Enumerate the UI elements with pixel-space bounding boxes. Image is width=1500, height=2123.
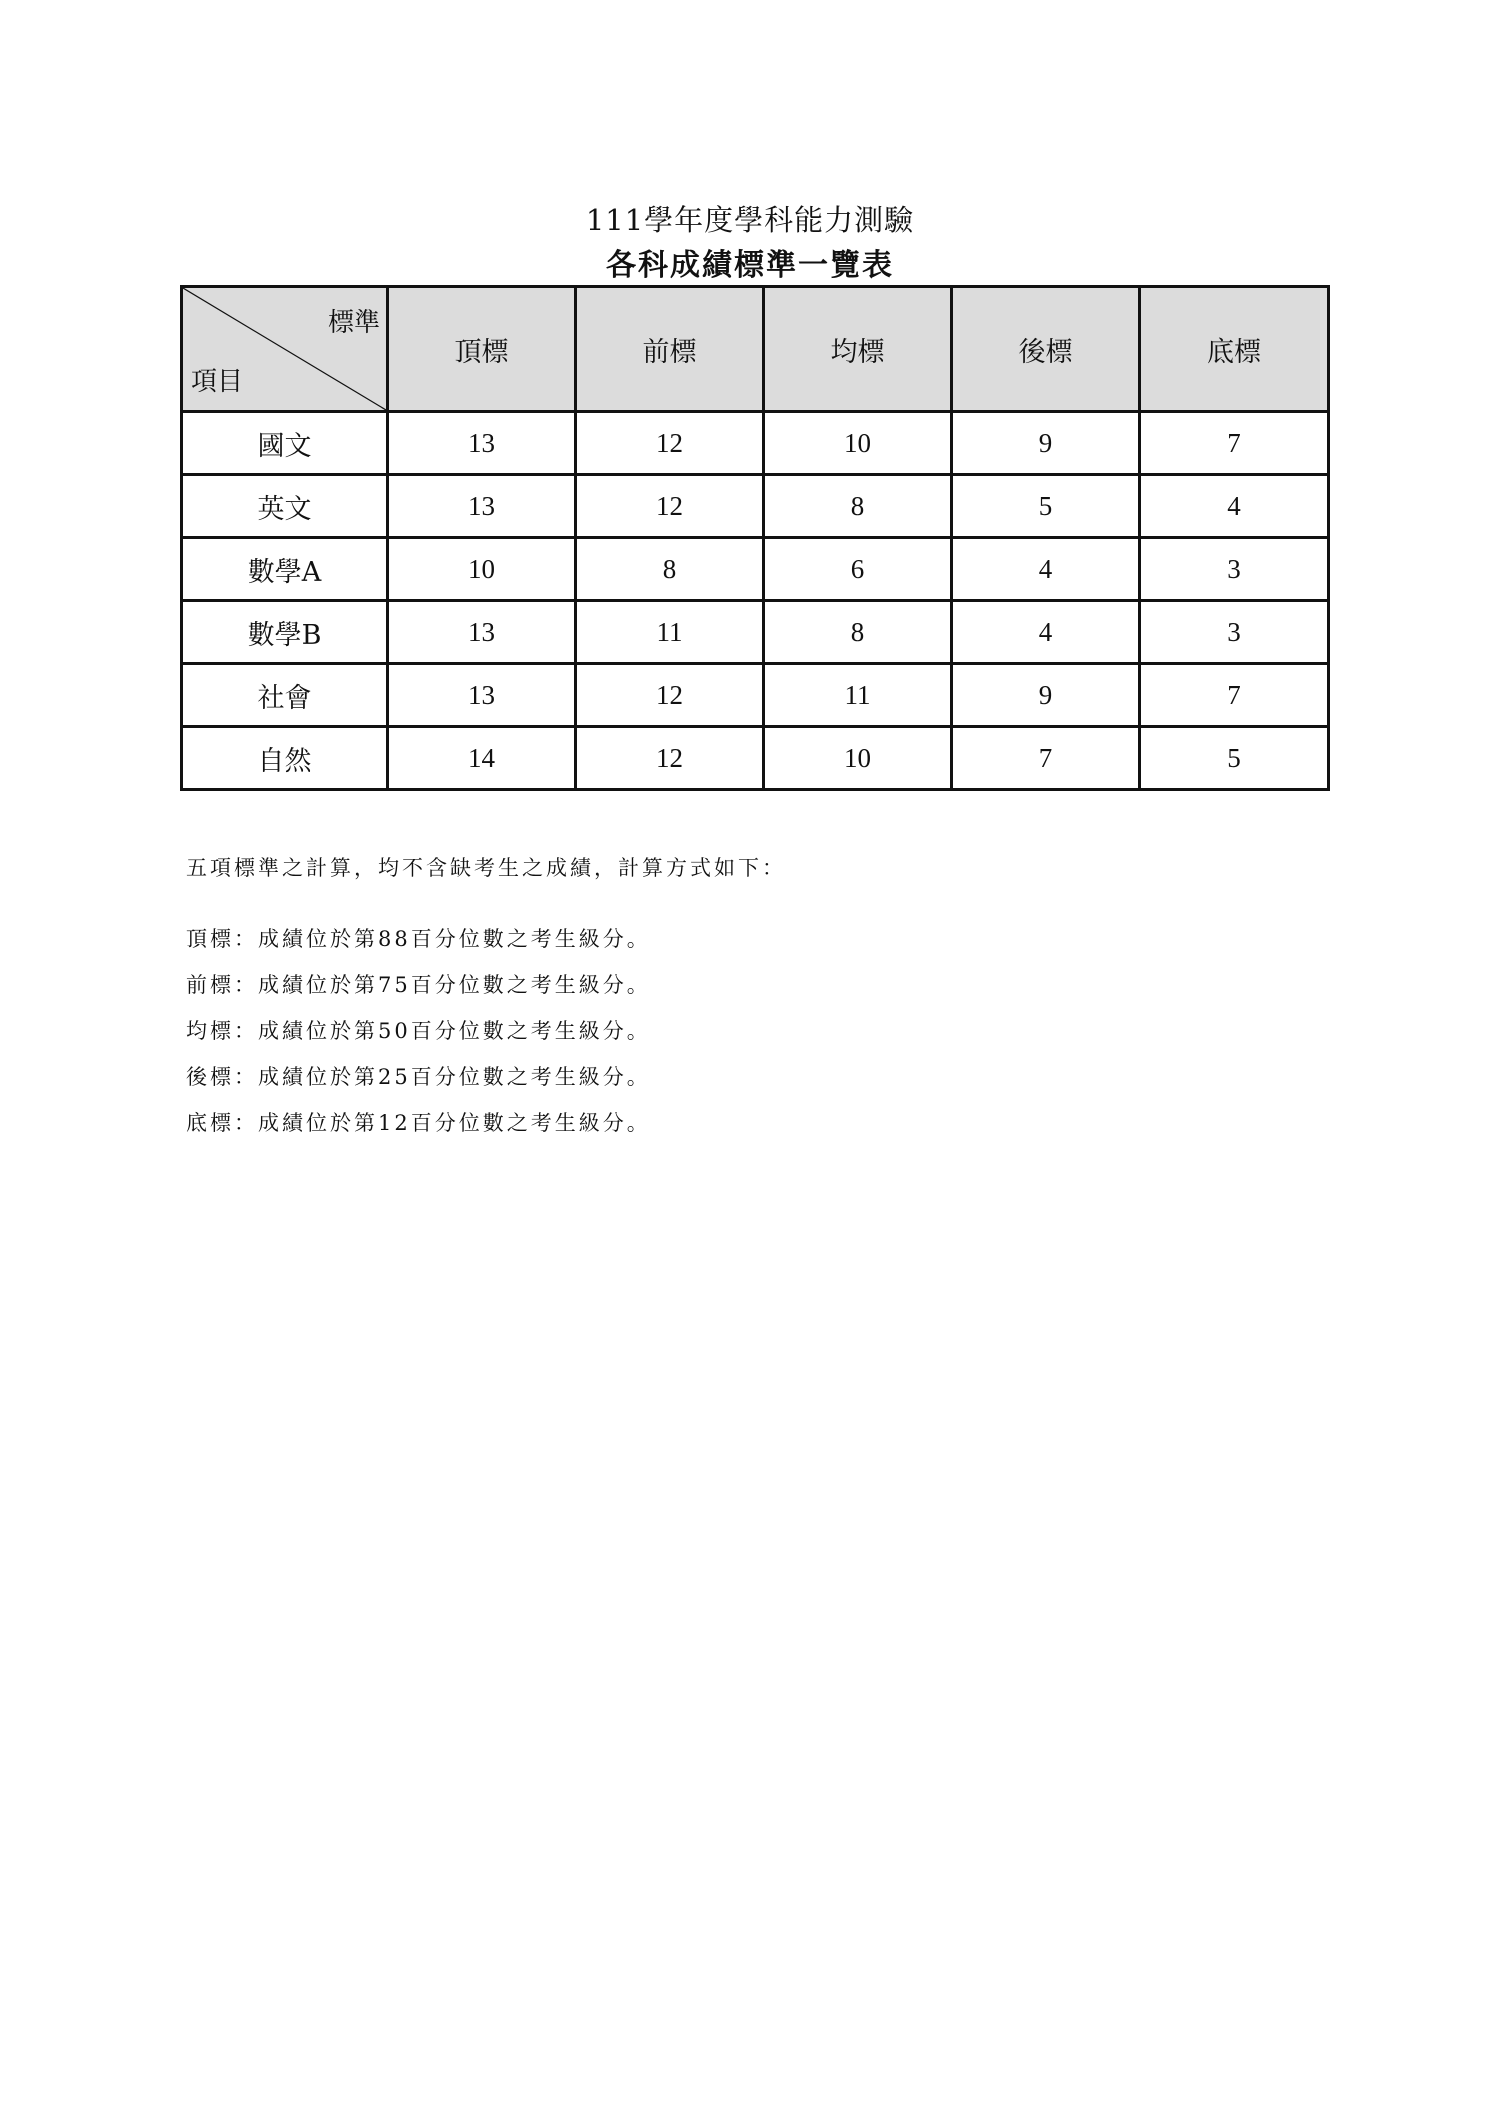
corner-label-subject: 項目 [191,367,244,397]
value-cell: 9 [952,664,1140,727]
value-cell: 10 [388,538,576,601]
value-cell: 13 [388,412,576,475]
value-cell: 7 [1140,412,1329,475]
notes-intro: 五項標準之計算，均不含缺考生之成績，計算方式如下： [186,856,786,880]
value-cell: 10 [764,412,952,475]
value-cell: 13 [388,664,576,727]
score-standards-table [180,285,1330,791]
value-cell: 4 [1140,475,1329,538]
calculation-notes [186,852,786,1154]
column-header-back: 後標 [952,287,1140,412]
table-title: 各科成績標準一覽表 [606,248,894,283]
value-cell: 12 [576,412,764,475]
document-title: 111學年度學科能力測驗 [585,203,915,237]
value-cell: 9 [952,412,1140,475]
value-cell: 13 [388,475,576,538]
value-cell: 13 [388,601,576,664]
value-cell: 10 [764,727,952,790]
definition-bottom-standard: 底標：成績位於第12百分位數之考生級分。 [186,1111,651,1135]
definition-back-standard: 後標：成績位於第25百分位數之考生級分。 [186,1065,651,1089]
value-cell: 3 [1140,601,1329,664]
column-header-front: 前標 [576,287,764,412]
value-cell: 11 [576,601,764,664]
value-cell: 12 [576,727,764,790]
table-row [182,664,1329,727]
value-cell: 12 [576,475,764,538]
value-cell: 5 [952,475,1140,538]
definition-average-standard: 均標：成績位於第50百分位數之考生級分。 [186,1019,651,1043]
table-row [182,601,1329,664]
table-row [182,475,1329,538]
subject-cell: 社會 [182,664,388,727]
column-header-bottom: 底標 [1140,287,1329,412]
value-cell: 11 [764,664,952,727]
subject-cell: 國文 [182,412,388,475]
table-row [182,538,1329,601]
column-header-average: 均標 [764,287,952,412]
corner-header-cell [182,287,388,412]
value-cell: 12 [576,664,764,727]
column-header-top: 頂標 [388,287,576,412]
value-cell: 8 [764,475,952,538]
subject-cell: 數學B [182,601,388,664]
subject-cell: 英文 [182,475,388,538]
value-cell: 8 [764,601,952,664]
table-row [182,727,1329,790]
value-cell: 14 [388,727,576,790]
value-cell: 8 [576,538,764,601]
value-cell: 7 [1140,664,1329,727]
corner-label-standard: 標準 [327,308,380,338]
value-cell: 4 [952,601,1140,664]
value-cell: 4 [952,538,1140,601]
table-row [182,412,1329,475]
definition-front-standard: 前標：成績位於第75百分位數之考生級分。 [186,973,651,997]
value-cell: 7 [952,727,1140,790]
definition-top-standard: 頂標：成績位於第88百分位數之考生級分。 [186,927,651,951]
subject-cell: 數學A [182,538,388,601]
value-cell: 3 [1140,538,1329,601]
table-header-row [182,287,1329,412]
subject-cell: 自然 [182,727,388,790]
value-cell: 5 [1140,727,1329,790]
value-cell: 6 [764,538,952,601]
